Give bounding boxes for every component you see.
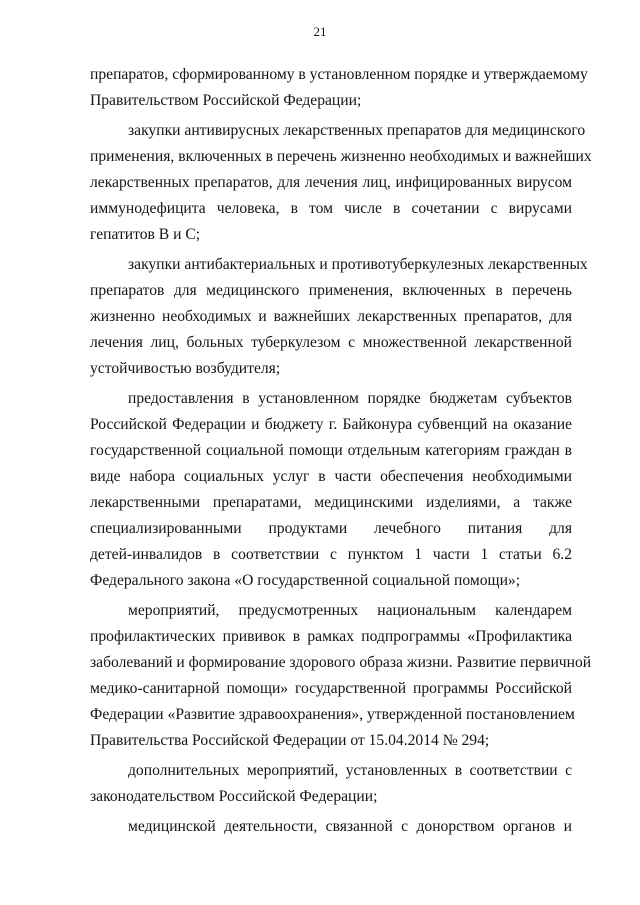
text-line: мероприятий, предусмотренных национальным календарем <box>128 602 572 619</box>
text-line: Российской Федерации и бюджету г. Байконура субвенций на оказание <box>90 416 572 433</box>
text-line: Федерации «Развитие здравоохранения», утвержденной постановлением <box>90 706 575 723</box>
text-line: иммунодефицита человека, в том числе в сочетании с вирусами <box>90 200 572 217</box>
text-line: гепатитов B и C; <box>90 226 201 243</box>
text-line: медицинской деятельности, связанной с донорством органов и <box>128 818 572 835</box>
text-line: специализированными продуктами лечебного питания для <box>90 520 572 537</box>
text-line: Правительства Российской Федерации от 15.04.2014 № 294; <box>90 732 490 749</box>
text-line: государственной социальной помощи отдельным категориям граждан в <box>90 442 572 459</box>
text-line: препаратов для медицинского применения, включенных в перечень <box>90 282 572 299</box>
text-line: применения, включенных в перечень жизненно необходимых и важнейших <box>90 148 592 165</box>
text-line: устойчивостью возбудителя; <box>90 360 281 377</box>
text-line: медико-санитарной помощи» государственной программы Российской <box>90 680 572 697</box>
text-line: лечения лиц, больных туберкулезом с множественной лекарственной <box>90 334 572 351</box>
text-line: жизненно необходимых и важнейших лекарственных препаратов, для <box>90 308 572 325</box>
text-line: виде набора социальных услуг в части обеспечения необходимыми <box>90 468 572 485</box>
text-line: Правительством Российской Федерации; <box>90 92 362 109</box>
text-line: заболеваний и формирование здорового образа жизни. Развитие первичной <box>90 654 592 671</box>
text-line: законодательством Российской Федерации; <box>90 788 378 805</box>
text-line: лекарственными препаратами, медицинскими изделиями, а также <box>90 494 572 511</box>
text-line: предоставления в установленном порядке бюджетам субъектов <box>128 390 572 407</box>
text-line: лекарственных препаратов, для лечения лиц, инфицированных вирусом <box>90 174 572 191</box>
text-line: закупки антивирусных лекарственных препаратов для медицинского <box>128 122 586 139</box>
text-line: детей-инвалидов в соответствии с пунктом 1 части 1 статьи 6.2 <box>90 546 572 563</box>
text-line: закупки антибактериальных и противотуберкулезных лекарственных <box>128 256 588 273</box>
text-line: препаратов, сформированному в установленном порядке и утверждаемому <box>90 66 588 83</box>
text-line: Федерального закона «О государственной социальной помощи»; <box>90 572 521 589</box>
page-number: 21 <box>313 24 327 39</box>
text-line: дополнительных мероприятий, установленных в соответствии с <box>128 762 572 779</box>
text-line: профилактических прививок в рамках подпрограммы «Профилактика <box>90 628 572 645</box>
